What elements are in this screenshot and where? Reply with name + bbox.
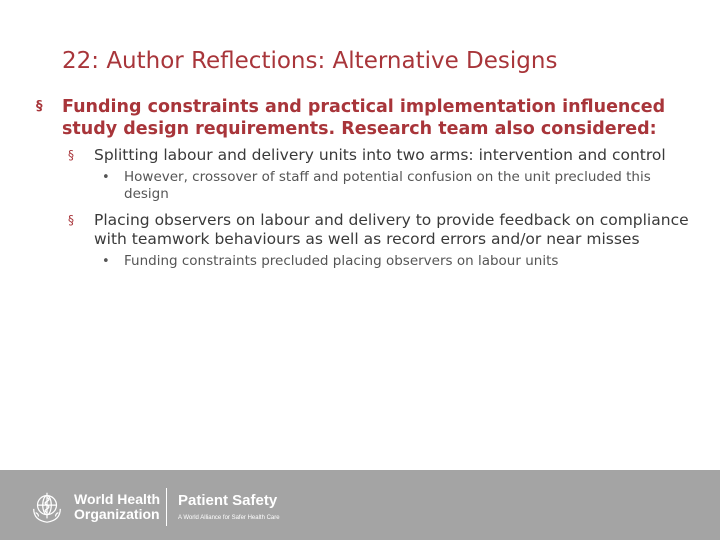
- bullet-text: Funding constraints and practical implementation influenced study design requirements. Research team also considered:: [62, 97, 666, 139]
- who-emblem-icon: [28, 488, 66, 526]
- sub-bullet-point: [68, 211, 696, 249]
- dot-bullet-icon: •: [102, 170, 110, 185]
- org-name: [74, 492, 160, 522]
- bullet-text: Splitting labour and delivery units into two arms: intervention and control: [94, 146, 666, 164]
- program-tagline: A World Alliance for Safer Health Care: [178, 515, 280, 521]
- square-bullet-icon: §: [68, 148, 74, 162]
- bullet-text: Funding constraints precluded placing observers on labour units: [124, 253, 559, 269]
- square-bullet-icon: §: [36, 99, 43, 114]
- sub-bullet-point: [68, 146, 696, 165]
- detail-bullet-point: [98, 253, 696, 270]
- bullet-text: Placing observers on labour and delivery to provide feedback on compliance with teamwork behaviours as well as record errors and/or near misses: [94, 211, 689, 248]
- org-name-line1: World Health: [74, 491, 161, 507]
- detail-bullet-point: [98, 169, 696, 203]
- bullet-text: However, crossover of staff and potential confusion on the unit precluded this design: [124, 169, 651, 202]
- org-name-line2: Organization: [74, 506, 160, 522]
- footer-divider: [166, 488, 167, 526]
- slide-content: [36, 96, 696, 278]
- program-title: Patient Safety: [178, 492, 278, 509]
- square-bullet-icon: §: [68, 213, 74, 227]
- slide-title: 22: Author Reflections: Alternative Designs: [62, 48, 558, 74]
- dot-bullet-icon: •: [102, 254, 110, 269]
- footer-bar: [0, 470, 720, 540]
- bullet-point: [36, 96, 696, 140]
